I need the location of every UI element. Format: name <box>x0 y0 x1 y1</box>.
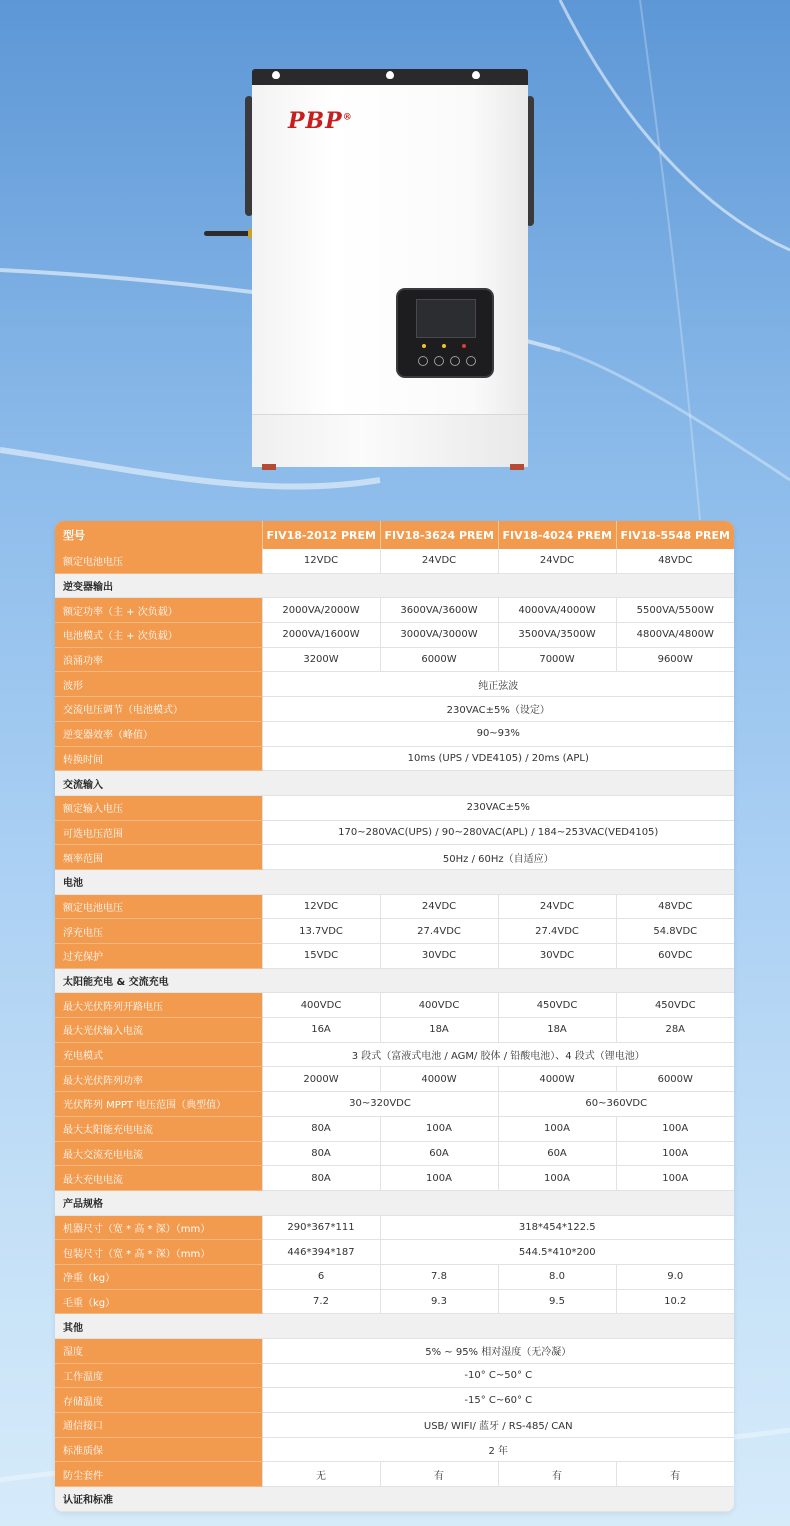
antenna <box>204 231 252 236</box>
table-cell: 9.5 <box>498 1289 616 1314</box>
spec-table-body <box>55 549 734 1511</box>
table-row <box>55 1092 734 1117</box>
table-cell: 10.2 <box>616 1289 734 1314</box>
table-row <box>55 944 734 969</box>
table-cell: 50Hz / 60Hz（自适应） <box>262 845 734 870</box>
control-panel <box>398 290 492 376</box>
table-row <box>55 647 734 672</box>
table-cell: 100A <box>616 1166 734 1191</box>
table-cell: 48VDC <box>616 549 734 573</box>
section-title: 电池 <box>55 869 734 894</box>
table-cell: 6 <box>262 1264 380 1289</box>
table-row <box>55 1462 734 1487</box>
row-label: 最大充电电流 <box>55 1166 262 1191</box>
table-cell: 24VDC <box>380 894 498 919</box>
table-row <box>55 894 734 919</box>
table-row <box>55 1116 734 1141</box>
table-cell: 80A <box>262 1141 380 1166</box>
row-label: 防尘套件 <box>55 1462 262 1487</box>
section-row <box>55 869 734 894</box>
section-title: 认证和标准 <box>55 1487 734 1512</box>
section-title: 其他 <box>55 1314 734 1339</box>
panel-button-icon <box>466 356 476 366</box>
table-row <box>55 623 734 648</box>
row-label: 存储温度 <box>55 1388 262 1413</box>
row-label: 波形 <box>55 672 262 697</box>
table-cell: 100A <box>498 1166 616 1191</box>
section-row <box>55 573 734 598</box>
table-cell: 8.0 <box>498 1264 616 1289</box>
header-model-3: FIV18-4024 PREM <box>498 521 616 549</box>
table-cell: 60A <box>498 1141 616 1166</box>
table-cell: 100A <box>616 1116 734 1141</box>
table-cell: 30~320VDC <box>262 1092 498 1117</box>
mount-hole-icon <box>472 71 480 79</box>
row-label: 可选电压范围 <box>55 820 262 845</box>
table-cell: 7.8 <box>380 1264 498 1289</box>
lcd-screen <box>416 299 476 338</box>
table-cell: 7.2 <box>262 1289 380 1314</box>
table-cell: 6000W <box>380 647 498 672</box>
table-row <box>55 993 734 1018</box>
row-label: 浮充电压 <box>55 919 262 944</box>
panel-button-icon <box>434 356 444 366</box>
table-row <box>55 1437 734 1462</box>
table-cell: 有 <box>616 1462 734 1487</box>
table-cell: 9600W <box>616 647 734 672</box>
table-cell: 2000VA/1600W <box>262 623 380 648</box>
panel-button-icon <box>418 356 428 366</box>
table-cell: 3 段式（富液式电池 / AGM/ 胶体 / 铅酸电池）、4 段式（锂电池） <box>262 1042 734 1067</box>
device-foot <box>262 464 276 470</box>
table-cell: 400VDC <box>380 993 498 1018</box>
section-row <box>55 1487 734 1512</box>
table-cell: 3000VA/3000W <box>380 623 498 648</box>
table-cell: 27.4VDC <box>498 919 616 944</box>
table-cell: 18A <box>498 1018 616 1043</box>
table-cell: 9.0 <box>616 1264 734 1289</box>
brand-logo: PBP® <box>288 108 353 134</box>
row-label: 充电模式 <box>55 1042 262 1067</box>
table-row <box>55 1363 734 1388</box>
table-cell: 3600VA/3600W <box>380 598 498 623</box>
table-row <box>55 721 734 746</box>
table-cell: 170~280VAC(UPS) / 90~280VAC(APL) / 184~253VAC(VED4105) <box>262 820 734 845</box>
product-image <box>200 66 540 472</box>
table-cell: 100A <box>380 1166 498 1191</box>
row-label: 电池模式（主 + 次负载） <box>55 623 262 648</box>
table-cell: 100A <box>498 1116 616 1141</box>
table-cell: 5% ~ 95% 相对湿度（无冷凝） <box>262 1339 734 1364</box>
row-label: 额定电池电压 <box>55 549 262 573</box>
table-row <box>55 1215 734 1240</box>
table-cell: 纯正弦波 <box>262 672 734 697</box>
row-label: 转换时间 <box>55 746 262 771</box>
table-row <box>55 845 734 870</box>
row-label: 通信接口 <box>55 1413 262 1438</box>
table-cell: 450VDC <box>498 993 616 1018</box>
table-cell: 9.3 <box>380 1289 498 1314</box>
table-row <box>55 1388 734 1413</box>
table-row <box>55 1264 734 1289</box>
table-cell: 60~360VDC <box>498 1092 734 1117</box>
row-label: 机器尺寸（宽 * 高 * 深）（mm） <box>55 1215 262 1240</box>
table-cell: 48VDC <box>616 894 734 919</box>
table-cell: 230VAC±5%（设定） <box>262 697 734 722</box>
section-row <box>55 771 734 796</box>
row-label: 最大光伏阵列功率 <box>55 1067 262 1092</box>
row-label: 包装尺寸（宽 * 高 * 深）（mm） <box>55 1240 262 1265</box>
led-icon <box>462 344 466 348</box>
row-label: 额定电池电压 <box>55 894 262 919</box>
section-row <box>55 968 734 993</box>
table-cell: 2000W <box>262 1067 380 1092</box>
table-row <box>55 1240 734 1265</box>
table-cell: 27.4VDC <box>380 919 498 944</box>
panel-buttons <box>416 356 476 366</box>
table-cell: 15VDC <box>262 944 380 969</box>
table-cell: 5500VA/5500W <box>616 598 734 623</box>
table-cell: 无 <box>262 1462 380 1487</box>
row-label: 毛重（kg） <box>55 1289 262 1314</box>
table-cell: 10ms (UPS / VDE4105) / 20ms (APL) <box>262 746 734 771</box>
table-cell: 4000W <box>380 1067 498 1092</box>
table-cell: 3200W <box>262 647 380 672</box>
table-row <box>55 1018 734 1043</box>
row-label: 最大太阳能充电电流 <box>55 1116 262 1141</box>
table-cell: 230VAC±5% <box>262 795 734 820</box>
table-cell: 54.8VDC <box>616 919 734 944</box>
table-cell: 16A <box>262 1018 380 1043</box>
status-leds <box>418 344 472 350</box>
row-label: 最大光伏阵列开路电压 <box>55 993 262 1018</box>
table-cell: 400VDC <box>262 993 380 1018</box>
table-cell: 13.7VDC <box>262 919 380 944</box>
table-cell: 7000W <box>498 647 616 672</box>
table-row <box>55 1339 734 1364</box>
row-label: 频率范围 <box>55 845 262 870</box>
table-cell: 4000VA/4000W <box>498 598 616 623</box>
row-label: 浪涌功率 <box>55 647 262 672</box>
row-label: 最大光伏输入电流 <box>55 1018 262 1043</box>
table-cell: 3500VA/3500W <box>498 623 616 648</box>
header-model-4: FIV18-5548 PREM <box>616 521 734 549</box>
panel-button-icon <box>450 356 460 366</box>
table-row <box>55 919 734 944</box>
spec-table <box>55 521 734 1512</box>
table-row <box>55 746 734 771</box>
table-row <box>55 549 734 573</box>
table-cell: 80A <box>262 1116 380 1141</box>
table-cell: 60A <box>380 1141 498 1166</box>
mount-hole-icon <box>386 71 394 79</box>
table-cell: 28A <box>616 1018 734 1043</box>
table-cell: -10° C~50° C <box>262 1363 734 1388</box>
section-row <box>55 1314 734 1339</box>
table-row <box>55 598 734 623</box>
row-label: 光伏阵列 MPPT 电压范围（典型值） <box>55 1092 262 1117</box>
table-cell: 2 年 <box>262 1437 734 1462</box>
section-title: 产品规格 <box>55 1190 734 1215</box>
section-row <box>55 1190 734 1215</box>
table-row <box>55 1042 734 1067</box>
table-cell: 有 <box>380 1462 498 1487</box>
table-cell: 6000W <box>616 1067 734 1092</box>
row-label: 湿度 <box>55 1339 262 1364</box>
table-cell: 24VDC <box>498 549 616 573</box>
table-cell: 450VDC <box>616 993 734 1018</box>
row-label: 额定功率（主 + 次负载） <box>55 598 262 623</box>
table-row <box>55 1166 734 1191</box>
table-header-row <box>55 521 734 549</box>
table-cell: 446*394*187 <box>262 1240 380 1265</box>
row-label: 额定输入电压 <box>55 795 262 820</box>
table-cell: 30VDC <box>498 944 616 969</box>
device-foot <box>510 464 524 470</box>
row-label: 净重（kg） <box>55 1264 262 1289</box>
table-cell: 12VDC <box>262 894 380 919</box>
table-cell: 100A <box>380 1116 498 1141</box>
row-label: 最大交流充电电流 <box>55 1141 262 1166</box>
table-cell: 290*367*111 <box>262 1215 380 1240</box>
section-title: 太阳能充电 & 交流充电 <box>55 968 734 993</box>
table-cell: 有 <box>498 1462 616 1487</box>
table-cell: 24VDC <box>380 549 498 573</box>
row-label: 过充保护 <box>55 944 262 969</box>
table-cell: 4000W <box>498 1067 616 1092</box>
led-icon <box>442 344 446 348</box>
table-cell: 4800VA/4800W <box>616 623 734 648</box>
table-cell: 100A <box>616 1141 734 1166</box>
mount-hole-icon <box>272 71 280 79</box>
table-cell: 24VDC <box>498 894 616 919</box>
table-row <box>55 1141 734 1166</box>
led-icon <box>422 344 426 348</box>
table-cell: 12VDC <box>262 549 380 573</box>
table-cell: -15° C~60° C <box>262 1388 734 1413</box>
table-row <box>55 820 734 845</box>
table-cell: 60VDC <box>616 944 734 969</box>
table-row <box>55 672 734 697</box>
table-row <box>55 697 734 722</box>
header-model-2: FIV18-3624 PREM <box>380 521 498 549</box>
table-row <box>55 1289 734 1314</box>
table-cell: 90~93% <box>262 721 734 746</box>
table-cell: USB/ WIFI/ 蓝牙 / RS-485/ CAN <box>262 1413 734 1438</box>
row-label: 交流电压调节（电池模式） <box>55 697 262 722</box>
table-row <box>55 1067 734 1092</box>
section-title: 逆变器输出 <box>55 573 734 598</box>
table-cell: 544.5*410*200 <box>380 1240 734 1265</box>
table-cell: 2000VA/2000W <box>262 598 380 623</box>
device-bottom-cover <box>252 414 528 467</box>
table-row <box>55 795 734 820</box>
section-title: 交流输入 <box>55 771 734 796</box>
device-top-cover <box>252 69 528 85</box>
table-cell: 18A <box>380 1018 498 1043</box>
table-cell: 30VDC <box>380 944 498 969</box>
table-cell: 80A <box>262 1166 380 1191</box>
header-model-1: FIV18-2012 PREM <box>262 521 380 549</box>
table-cell: 318*454*122.5 <box>380 1215 734 1240</box>
table-row <box>55 1413 734 1438</box>
header-model-label: 型号 <box>55 521 262 549</box>
row-label: 工作温度 <box>55 1363 262 1388</box>
row-label: 逆变器效率（峰值） <box>55 721 262 746</box>
row-label: 标准质保 <box>55 1437 262 1462</box>
